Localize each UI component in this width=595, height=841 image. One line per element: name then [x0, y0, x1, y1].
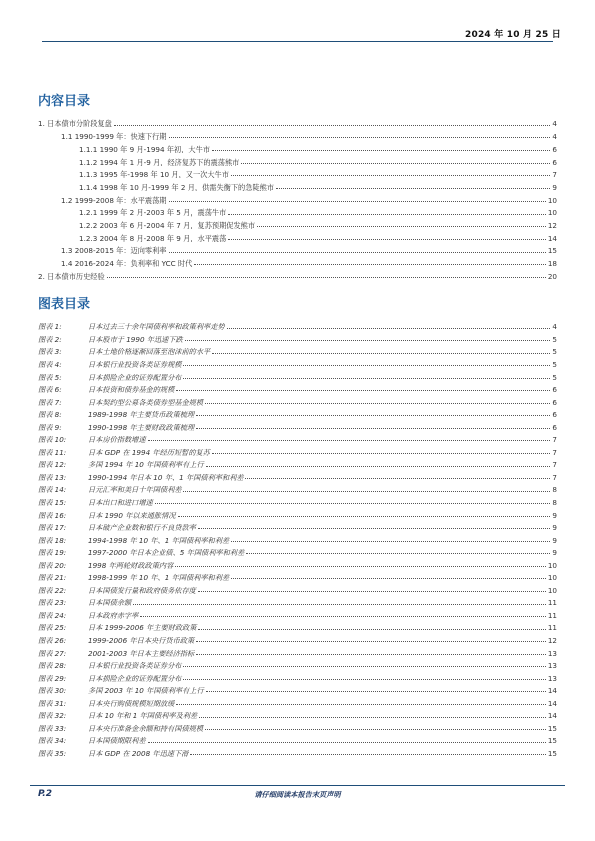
toc-entry-page: 6 [552, 157, 557, 166]
dot-leader [133, 604, 546, 605]
dot-leader [176, 704, 546, 705]
figure-entry-number: 图表 23: [38, 598, 67, 607]
figure-entry-number: 图表 8: [38, 410, 62, 419]
figure-entry-number: 图表 9: [38, 422, 62, 431]
toc-entry-label: 1.1.1 1990 年 9 月-1994 年初，大牛市 [79, 144, 210, 154]
figure-entry-caption [38, 700, 174, 707]
figure-entry-caption [38, 587, 196, 594]
toc-entry[interactable] [38, 217, 557, 230]
figure-entry-caption [38, 386, 174, 393]
figure-entry-number: 图表 29: [38, 673, 67, 682]
figure-entry[interactable] [38, 343, 557, 356]
toc-entry[interactable] [38, 128, 557, 141]
toc-entry[interactable] [38, 255, 557, 268]
toc-entry[interactable] [38, 140, 557, 153]
toc-entry-page: 7 [552, 170, 557, 179]
figure-entry[interactable] [38, 694, 557, 707]
figure-entry-caption [38, 599, 131, 606]
dot-leader [107, 277, 546, 278]
figure-entry-number: 图表 26: [38, 636, 67, 645]
dot-leader [228, 214, 546, 215]
figure-index-title: 图表目录 [38, 297, 91, 312]
figure-entry-caption [38, 725, 203, 732]
toc-entry[interactable] [38, 229, 557, 242]
figure-entry-page: 6 [552, 410, 557, 419]
figure-entry-page: 5 [552, 347, 557, 356]
disclaimer-note: 请仔细阅读本报告末页声明 [254, 790, 341, 799]
figure-entry-number: 图表 20: [38, 560, 67, 569]
dot-leader [183, 666, 545, 667]
dot-leader [196, 415, 550, 416]
figure-entry-page: 11 [547, 610, 557, 620]
figure-entry-label: 日本土地价格逐渐回落至泡沫前的水平 [88, 347, 211, 356]
figure-entry-number: 图表 27: [38, 648, 67, 657]
figure-entry[interactable] [38, 368, 557, 381]
figure-entry[interactable] [38, 732, 557, 745]
toc-entry[interactable] [38, 267, 557, 280]
figure-entry-page: 14 [547, 686, 557, 695]
dot-leader [155, 503, 551, 504]
report-date: 2024 年 10 月 25 日 [465, 30, 561, 40]
figure-entry-label: 1997-2000 年日本企业债、5 年国债利率和利差 [88, 548, 245, 557]
figure-entry-label: 日本 GDP 在 2008 年迅速下滑 [88, 748, 189, 758]
figure-entry[interactable] [38, 531, 557, 544]
figure-entry-number: 图表 13: [38, 472, 67, 482]
figure-entry-page: 13 [547, 648, 557, 657]
figure-entry-label: 2001-2003 年日本主要经济指标 [88, 648, 195, 657]
toc-list [38, 115, 557, 280]
figure-entry-number: 图表 33: [38, 723, 67, 733]
figure-entry-label: 1998 年两轮财政政策内容 [88, 560, 174, 569]
figure-entry-caption [38, 461, 204, 468]
toc-entry[interactable] [38, 242, 557, 255]
dot-leader [246, 553, 550, 554]
figure-entry-caption [38, 549, 244, 556]
figure-entry-page: 5 [552, 359, 557, 369]
figure-entry-caption [38, 474, 243, 481]
figure-entry-caption [38, 537, 229, 544]
toc-entry-page: 4 [552, 132, 557, 141]
figure-entry-number: 图表 11: [38, 447, 67, 457]
figure-entry[interactable] [38, 506, 557, 519]
footer-divider [30, 785, 565, 786]
figure-entry[interactable] [38, 669, 557, 682]
figure-entry-page: 12 [547, 636, 557, 645]
figure-entry-number: 图表 2: [38, 334, 62, 344]
figure-entry-label: 日本央行准备金余额和持有国债规模 [88, 723, 204, 733]
toc-title: 内容目录 [38, 94, 91, 109]
dot-leader [196, 641, 546, 642]
toc-entry[interactable] [38, 153, 557, 166]
figure-entry-label: 日本国债发行量和政府债务依存度 [88, 585, 196, 595]
figure-entry-caption [38, 449, 210, 456]
toc-entry-page: 15 [547, 246, 557, 255]
figure-entry-caption [38, 486, 181, 493]
figure-entry-caption [38, 361, 181, 368]
figure-entry-label: 日本房价指数增速 [88, 435, 146, 444]
toc-entry-page: 12 [547, 220, 557, 230]
toc-entry-label: 1.2.1 1999 年 2 月-2003 年 5 月，震荡牛市 [79, 208, 227, 217]
figure-entry-label: 日本央行购债规模短期放缓 [88, 698, 175, 707]
figure-entry-label: 日元汇率和美日十年国债利差 [88, 485, 182, 494]
figure-entry-number: 图表 15: [38, 498, 67, 507]
toc-entry-label: 1.2.3 2004 年 8 月-2008 年 9 月，水平震荡 [79, 233, 227, 242]
figure-entry-caption [38, 411, 194, 418]
figure-entry-page: 13 [547, 673, 557, 682]
figure-entry[interactable] [38, 393, 557, 406]
figure-entry-number: 图表 28: [38, 661, 67, 670]
figure-entry-page: 8 [552, 498, 557, 507]
dot-leader [183, 491, 550, 492]
toc-entry-page: 9 [552, 182, 557, 192]
figure-entry-page: 5 [552, 334, 557, 344]
dot-leader [241, 163, 550, 164]
figure-entry-page: 15 [547, 748, 557, 758]
figure-entry-caption [38, 562, 173, 569]
figure-entry-label: 1999-2006 年日本央行货币政策 [88, 636, 195, 645]
figure-entry-number: 图表 16: [38, 510, 67, 519]
toc-entry[interactable] [38, 204, 557, 217]
figure-entry-label: 日本 10 年和 1 年国债利率及利差 [88, 711, 198, 720]
figure-entry[interactable] [38, 544, 557, 557]
figure-entry-number: 图表 22: [38, 585, 67, 595]
figure-entry-number: 图表 3: [38, 347, 62, 356]
figure-entry[interactable] [38, 443, 557, 456]
figure-entry-caption [38, 650, 194, 657]
figure-entry[interactable] [38, 632, 557, 645]
dot-leader [231, 541, 550, 542]
toc-entry-label: 1. 日本债市分阶段复盘 [38, 119, 112, 128]
figure-entry-page: 10 [547, 573, 557, 582]
figure-entry-label: 多国 1994 年 10 年国债利率有上行 [88, 460, 204, 469]
toc-entry-label: 1.1 1990-1999 年：快速下行期 [61, 132, 167, 141]
figure-entry-number: 图表 12: [38, 460, 67, 469]
figure-entry-label: 多国 2003 年 10 年国债利率有上行 [88, 686, 204, 695]
figure-entry-number: 图表 30: [38, 686, 67, 695]
figure-entry[interactable] [38, 569, 557, 582]
page-number: P.2 [38, 789, 52, 799]
figure-entry-caption [38, 574, 229, 581]
toc-entry-label: 1.1.4 1998 年 10 月-1999 年 2 月，供需失衡下的急陡熊市 [79, 182, 274, 192]
figure-entry-label: 日本国债余额 [88, 598, 132, 607]
figure-entry-caption [38, 737, 146, 744]
figure-entry-page: 4 [552, 322, 557, 331]
figure-entry[interactable] [38, 556, 557, 569]
dot-leader [228, 239, 546, 240]
figure-entry-number: 图表 10: [38, 435, 67, 444]
figure-entry-caption [38, 336, 183, 343]
figure-entry-label: 1989-1998 年主要货币政策梳理 [88, 410, 195, 419]
figure-entry-number: 图表 24: [38, 610, 67, 620]
dot-leader [198, 591, 546, 592]
figure-entry-page: 7 [552, 447, 557, 457]
figure-entry[interactable] [38, 619, 557, 632]
figure-entry-page: 14 [547, 698, 557, 707]
figure-entry-caption [38, 512, 176, 519]
dot-leader [212, 353, 550, 354]
toc-entry-page: 14 [547, 233, 557, 242]
dot-leader [148, 742, 546, 743]
figure-entry-page: 9 [552, 510, 557, 519]
figure-entry-label: 日本契约型公募各类债券型基金规模 [88, 397, 204, 406]
dot-leader [183, 679, 545, 680]
toc-entry-label: 1.1.2 1994 年 1 月-9 月，经济复苏下的震荡熊市 [79, 157, 240, 166]
figure-entry-page: 15 [547, 736, 557, 745]
dot-leader [194, 264, 546, 265]
figure-entry-number: 图表 7: [38, 397, 62, 406]
figure-entry[interactable] [38, 657, 557, 670]
figure-entry-label: 日本出口和进口增速 [88, 498, 153, 507]
dot-leader [206, 466, 551, 467]
figure-entry-caption [38, 750, 188, 757]
dot-leader [231, 578, 546, 579]
figure-entry-caption [38, 662, 181, 669]
figure-entry-caption [38, 374, 181, 381]
dot-leader [169, 137, 551, 138]
toc-entry-page: 20 [547, 271, 557, 280]
figure-entry[interactable] [38, 406, 557, 419]
figure-entry-number: 图表 25: [38, 623, 67, 632]
figure-entry-caption [38, 687, 204, 694]
dot-leader [257, 226, 546, 227]
figure-entry-caption [38, 675, 181, 682]
toc-entry-label: 1.2.2 2003 年 6 月-2004 年 7 月，复苏预期促发熊市 [79, 220, 256, 230]
figure-entry-number: 图表 21: [38, 573, 67, 582]
figure-entry[interactable] [38, 418, 557, 431]
figure-entry-page: 14 [547, 711, 557, 720]
toc-entry-page: 10 [547, 195, 557, 204]
figure-entry-label: 日本股市于 1990 年迅速下跌 [88, 334, 183, 344]
toc-entry-label: 1.2 1999-2008 年：水平震荡期 [61, 195, 167, 204]
figure-entry[interactable] [38, 707, 557, 720]
toc-entry[interactable] [38, 178, 557, 191]
figure-entry[interactable] [38, 331, 557, 344]
figure-entry-label: 1990-1998 年主要财政政策梳理 [88, 422, 195, 431]
toc-entry-label: 1.1.3 1995 年-1998 年 10 月，又一次大牛市 [79, 170, 229, 179]
figure-entry[interactable] [38, 356, 557, 369]
figure-entry-page: 11 [547, 598, 557, 607]
figure-entry-page: 9 [552, 523, 557, 532]
figure-entry-caption [38, 712, 197, 719]
figure-entry-number: 图表 31: [38, 698, 67, 707]
figure-entry-caption [38, 499, 153, 506]
figure-entry-caption [38, 323, 225, 330]
figure-entry[interactable] [38, 456, 557, 469]
dot-leader [231, 175, 551, 176]
dot-leader [205, 403, 550, 404]
dot-leader [178, 516, 551, 517]
figure-entry[interactable] [38, 431, 557, 444]
figure-entry[interactable] [38, 682, 557, 695]
figure-entry-page: 9 [552, 548, 557, 557]
figure-entry-number: 图表 14: [38, 485, 67, 494]
figure-entry-label: 日本银行业投资各类证券规模 [88, 359, 182, 369]
figure-entry-label: 日本破产企业数和银行不良贷款率 [88, 523, 196, 532]
figure-entry[interactable] [38, 644, 557, 657]
figure-entry[interactable] [38, 318, 557, 331]
figure-entry-page: 6 [552, 397, 557, 406]
figure-entry-number: 图表 1: [38, 322, 62, 331]
figure-entry-number: 图表 35: [38, 748, 67, 758]
dot-leader [196, 654, 546, 655]
figure-entry-page: 10 [547, 560, 557, 569]
figure-entry[interactable] [38, 494, 557, 507]
dot-leader [176, 390, 550, 391]
figure-entry-page: 7 [552, 472, 557, 482]
figure-entry-label: 日本损险企业的证券配置分布 [88, 673, 182, 682]
figure-entry-number: 图表 19: [38, 548, 67, 557]
figure-index-list [38, 318, 557, 757]
dot-leader [196, 428, 550, 429]
figure-entry-page: 7 [552, 460, 557, 469]
header-divider [42, 41, 553, 42]
toc-entry[interactable] [38, 115, 557, 128]
figure-entry-number: 图表 5: [38, 372, 62, 381]
figure-entry-page: 13 [547, 661, 557, 670]
figure-entry-label: 日本银行业投资各类证券分布 [88, 661, 182, 670]
figure-entry-caption [38, 612, 138, 619]
dot-leader [199, 717, 546, 718]
figure-entry-number: 图表 4: [38, 359, 62, 369]
figure-entry-caption [38, 348, 210, 355]
dot-leader [245, 478, 550, 479]
dot-leader [183, 365, 550, 366]
figure-entry-number: 图表 17: [38, 523, 67, 532]
figure-entry-page: 6 [552, 422, 557, 431]
figure-entry-caption [38, 436, 146, 443]
figure-entry-page: 6 [552, 385, 557, 394]
figure-entry-label: 1990-1994 年日本 10 年、1 年国债利率和利差 [88, 472, 244, 482]
figure-entry-label: 日本国债期限利差 [88, 736, 146, 745]
toc-entry-page: 6 [552, 144, 557, 154]
figure-entry[interactable] [38, 720, 557, 733]
figure-entry-label: 1998-1999 年 10 年、1 年国债利率和利差 [88, 573, 230, 582]
figure-entry-page: 7 [552, 435, 557, 444]
dot-leader [205, 729, 546, 730]
figure-entry-number: 图表 18: [38, 535, 67, 544]
figure-entry-page: 8 [552, 485, 557, 494]
figure-entry-page: 10 [547, 585, 557, 595]
dot-leader [114, 125, 551, 126]
toc-entry-page: 10 [547, 208, 557, 217]
figure-entry-caption [38, 637, 194, 644]
toc-entry-label: 1.3 2008-2015 年：迈向零利率 [61, 246, 167, 255]
figure-entry-page: 11 [547, 623, 557, 632]
figure-entry-label: 日本 GDP 在 1994 年经历短暂的复苏 [88, 447, 210, 457]
dot-leader [198, 528, 551, 529]
figure-entry[interactable] [38, 594, 557, 607]
figure-entry-caption [38, 624, 196, 631]
dot-leader [169, 252, 546, 253]
figure-entry-page: 9 [552, 535, 557, 544]
toc-entry-page: 4 [552, 119, 557, 128]
figure-entry-caption [38, 524, 196, 531]
toc-entry[interactable] [38, 166, 557, 179]
toc-entry-page: 18 [547, 259, 557, 268]
figure-entry[interactable] [38, 469, 557, 482]
figure-entry[interactable] [38, 607, 557, 620]
figure-entry[interactable] [38, 481, 557, 494]
figure-entry-number: 图表 34: [38, 736, 67, 745]
toc-entry-label: 1.4 2016-2024 年：负利率和 YCC 时代 [61, 259, 193, 268]
figure-entry-label: 日本过去三十余年国债利率和政策利率走势 [88, 322, 225, 331]
figure-entry-number: 图表 32: [38, 711, 67, 720]
dot-leader [183, 378, 550, 379]
toc-entry-label: 2. 日本债市历史经验 [38, 271, 105, 280]
dot-leader [175, 566, 546, 567]
figure-entry[interactable] [38, 519, 557, 532]
figure-entry-number: 图表 6: [38, 385, 62, 394]
figure-entry-label: 日本 1999-2006 年主要财政政策 [88, 623, 197, 632]
dot-leader [212, 453, 550, 454]
figure-entry[interactable] [38, 581, 557, 594]
toc-entry[interactable] [38, 191, 557, 204]
figure-entry[interactable] [38, 745, 557, 758]
dot-leader [185, 340, 551, 341]
dot-leader [227, 328, 551, 329]
dot-leader [276, 188, 550, 189]
dot-leader [140, 616, 546, 617]
dot-leader [212, 150, 550, 151]
dot-leader [198, 629, 545, 630]
dot-leader [206, 691, 546, 692]
figure-entry-page: 15 [547, 723, 557, 733]
dot-leader [190, 754, 545, 755]
figure-entry-label: 1994-1998 年 10 年、1 年国债利率和利差 [88, 535, 230, 544]
figure-entry-label: 日本投资和债券基金的规模 [88, 385, 175, 394]
figure-entry-caption [38, 399, 203, 406]
dot-leader [148, 440, 551, 441]
figure-entry-label: 日本 1990 年以来通胀情况 [88, 510, 176, 519]
figure-entry-page: 5 [552, 372, 557, 381]
dot-leader [169, 201, 546, 202]
figure-entry-label: 日本政府赤字率 [88, 610, 139, 620]
figure-entry-caption [38, 424, 194, 431]
figure-entry-label: 日本损险企业的证券配置分布 [88, 372, 182, 381]
figure-entry[interactable] [38, 381, 557, 394]
